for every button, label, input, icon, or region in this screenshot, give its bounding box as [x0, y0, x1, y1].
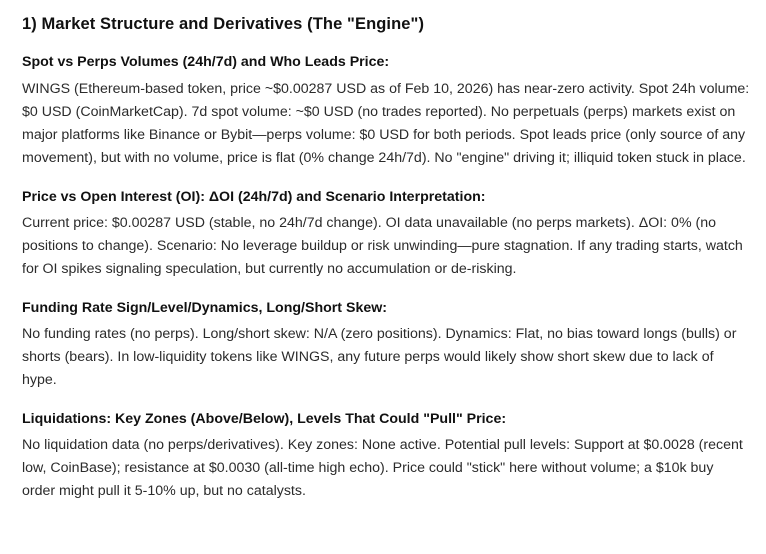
section-body: No liquidation data (no perps/derivatives). Key zones: None active. Potential pull levels: Support at $0.0028 (recent low, CoinBase); resistance at $0.0030 (all-time high echo). Price could "stick" here without volume; a $10k buy order might pull it 5-10% up, but no catalysts.: [22, 437, 743, 500]
section-market-structure-spot-vs-perps: [22, 53, 750, 169]
section-heading: Liquidations: Key Zones (Above/Below), Levels That Could "Pull" Price:: [22, 410, 507, 427]
page-title: 1) Market Structure and Derivatives (The "Engine"): [22, 15, 425, 33]
section-body: Current price: $0.00287 USD (stable, no 24h/7d change). OI data unavailable (no perps markets). ΔOI: 0% (no positions to change). Scenario: No leverage buildup or risk unwinding—pure stagnation. If any trading starts, watch for OI spikes signaling speculation, but currently no accumulation or de-risking.: [22, 214, 743, 277]
section-heading: Spot vs Perps Volumes (24h/7d) and Who Leads Price:: [22, 54, 390, 71]
section-funding-rate: [22, 299, 750, 392]
section-price-vs-open-interest: [22, 188, 750, 281]
section-liquidations: [22, 410, 750, 503]
section-heading: Funding Rate Sign/Level/Dynamics, Long/Short Skew:: [22, 299, 387, 316]
section-heading: Price vs Open Interest (OI): ΔOI (24h/7d) and Scenario Interpretation:: [22, 188, 486, 205]
section-body: No funding rates (no perps). Long/short skew: N/A (zero positions). Dynamics: Flat, no bias toward longs (bulls) or shorts (bears). In low-liquidity tokens like WINGS, any future perps would likely show short skew due to lack of hype.: [22, 325, 737, 388]
section-body: WINGS (Ethereum-based token, price ~$0.00287 USD as of Feb 10, 2026) has near-zero activity. Spot 24h volume: $0 USD (CoinMarketCap). 7d spot volume: ~$0 USD (no trades reported). No perpetuals (perps) markets exist on major platforms like Binance or Bybit—perps volume: $0 USD for both periods. Spot leads price (only source of any movement), but with no volume, price is flat (0% change 24h/7d). No "engine" driving it; illiquid token stuck in place.: [22, 80, 750, 166]
